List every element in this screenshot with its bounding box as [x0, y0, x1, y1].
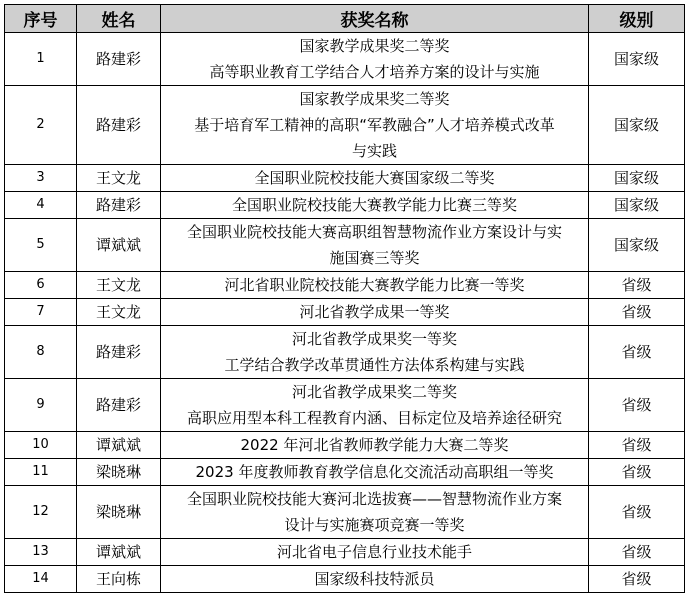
- cell-level: 省级: [589, 299, 685, 326]
- award-line: 河北省教学成果奖二等奖: [291, 383, 457, 401]
- cell-seq: 8: [5, 326, 77, 379]
- cell-name: 路建彩: [77, 86, 161, 165]
- cell-name: 梁晓琳: [77, 459, 161, 486]
- table-row: [5, 192, 685, 219]
- cell-name: 王文龙: [77, 299, 161, 326]
- cell-seq: 10: [5, 432, 77, 459]
- cell-seq: 7: [5, 299, 77, 326]
- table-row: [5, 272, 685, 299]
- award-line: 基于培育军工精神的高职“军教融合”人才培养模式改革: [194, 116, 555, 134]
- table-row: [5, 165, 685, 192]
- award-line: 河北省教学成果奖一等奖: [291, 330, 457, 348]
- header-seq: 序号: [5, 5, 77, 33]
- cell-level: 省级: [589, 326, 685, 379]
- cell-award: [161, 459, 589, 486]
- cell-award: [161, 33, 589, 86]
- table-row: [5, 326, 685, 379]
- cell-name: 路建彩: [77, 33, 161, 86]
- cell-seq: 1: [5, 33, 77, 86]
- cell-award: [161, 299, 589, 326]
- cell-level: 省级: [589, 432, 685, 459]
- award-line: 河北省教学成果一等奖: [299, 303, 450, 321]
- header-name: 姓名: [77, 5, 161, 33]
- award-line: 施国赛三等奖: [329, 249, 420, 267]
- cell-award: [161, 165, 589, 192]
- cell-award: [161, 192, 589, 219]
- cell-award: [161, 539, 589, 566]
- cell-level: 省级: [589, 486, 685, 539]
- award-line: 全国职业院校技能大赛高职组智慧物流作业方案设计与实: [186, 223, 562, 241]
- award-line: 与实践: [351, 142, 397, 160]
- award-line: 2022 年河北省教师教学能力大赛二等奖: [240, 436, 509, 454]
- header-award: 获奖名称: [161, 5, 589, 33]
- cell-level: 国家级: [589, 33, 685, 86]
- cell-seq: 12: [5, 486, 77, 539]
- cell-award: [161, 86, 589, 165]
- table-row: [5, 33, 685, 86]
- header-row: [5, 5, 685, 33]
- cell-level: 省级: [589, 379, 685, 432]
- cell-name: 谭斌斌: [77, 219, 161, 272]
- award-line: 全国职业院校技能大赛河北选拔赛——智慧物流作业方案: [186, 490, 562, 508]
- cell-name: 路建彩: [77, 379, 161, 432]
- header-level: 级别: [589, 5, 685, 33]
- cell-name: 谭斌斌: [77, 432, 161, 459]
- cell-seq: 5: [5, 219, 77, 272]
- table-row: [5, 86, 685, 165]
- table-row: [5, 459, 685, 486]
- table-row: [5, 566, 685, 593]
- award-line: 全国职业院校技能大赛国家级二等奖: [254, 169, 495, 187]
- cell-name: 路建彩: [77, 192, 161, 219]
- cell-seq: 13: [5, 539, 77, 566]
- table-header: [5, 5, 685, 33]
- cell-award: [161, 566, 589, 593]
- cell-level: 省级: [589, 566, 685, 593]
- cell-name: 梁晓琳: [77, 486, 161, 539]
- cell-award: [161, 219, 589, 272]
- cell-level: 国家级: [589, 192, 685, 219]
- table-body: [5, 33, 685, 593]
- cell-level: 省级: [589, 459, 685, 486]
- table-row: [5, 539, 685, 566]
- cell-level: 省级: [589, 272, 685, 299]
- cell-seq: 14: [5, 566, 77, 593]
- award-line: 高等职业教育工学结合人才培养方案的设计与实施: [209, 63, 540, 81]
- cell-level: 国家级: [589, 165, 685, 192]
- table-row: [5, 432, 685, 459]
- award-line: 设计与实施赛项竞赛一等奖: [284, 516, 465, 534]
- cell-name: 路建彩: [77, 326, 161, 379]
- award-line: 国家教学成果奖二等奖: [299, 90, 450, 108]
- cell-seq: 4: [5, 192, 77, 219]
- cell-award: [161, 432, 589, 459]
- cell-name: 王文龙: [77, 272, 161, 299]
- award-line: 全国职业院校技能大赛教学能力比赛三等奖: [231, 196, 517, 214]
- award-line: 国家教学成果奖二等奖: [299, 37, 450, 55]
- table-row: [5, 219, 685, 272]
- cell-seq: 6: [5, 272, 77, 299]
- award-line: 河北省职业院校技能大赛教学能力比赛一等奖: [224, 276, 525, 294]
- cell-level: 国家级: [589, 219, 685, 272]
- award-line: 国家级科技特派员: [314, 570, 435, 588]
- cell-name: 王文龙: [77, 165, 161, 192]
- cell-seq: 9: [5, 379, 77, 432]
- table-row: [5, 299, 685, 326]
- cell-award: [161, 379, 589, 432]
- cell-seq: 2: [5, 86, 77, 165]
- cell-level: 国家级: [589, 86, 685, 165]
- awards-table: [4, 4, 685, 593]
- table-row: [5, 379, 685, 432]
- cell-level: 省级: [589, 539, 685, 566]
- cell-seq: 11: [5, 459, 77, 486]
- cell-award: [161, 326, 589, 379]
- award-line: 河北省电子信息行业技术能手: [276, 543, 472, 561]
- cell-name: 王向栋: [77, 566, 161, 593]
- award-line: 2023 年度教师教育教学信息化交流活动高职组一等奖: [195, 463, 554, 481]
- cell-seq: 3: [5, 165, 77, 192]
- award-line: 高职应用型本科工程教育内涵、目标定位及培养途径研究: [186, 409, 562, 427]
- award-line: 工学结合教学改革贯通性方法体系构建与实践: [224, 356, 525, 374]
- cell-award: [161, 486, 589, 539]
- cell-name: 谭斌斌: [77, 539, 161, 566]
- table-row: [5, 486, 685, 539]
- cell-award: [161, 272, 589, 299]
